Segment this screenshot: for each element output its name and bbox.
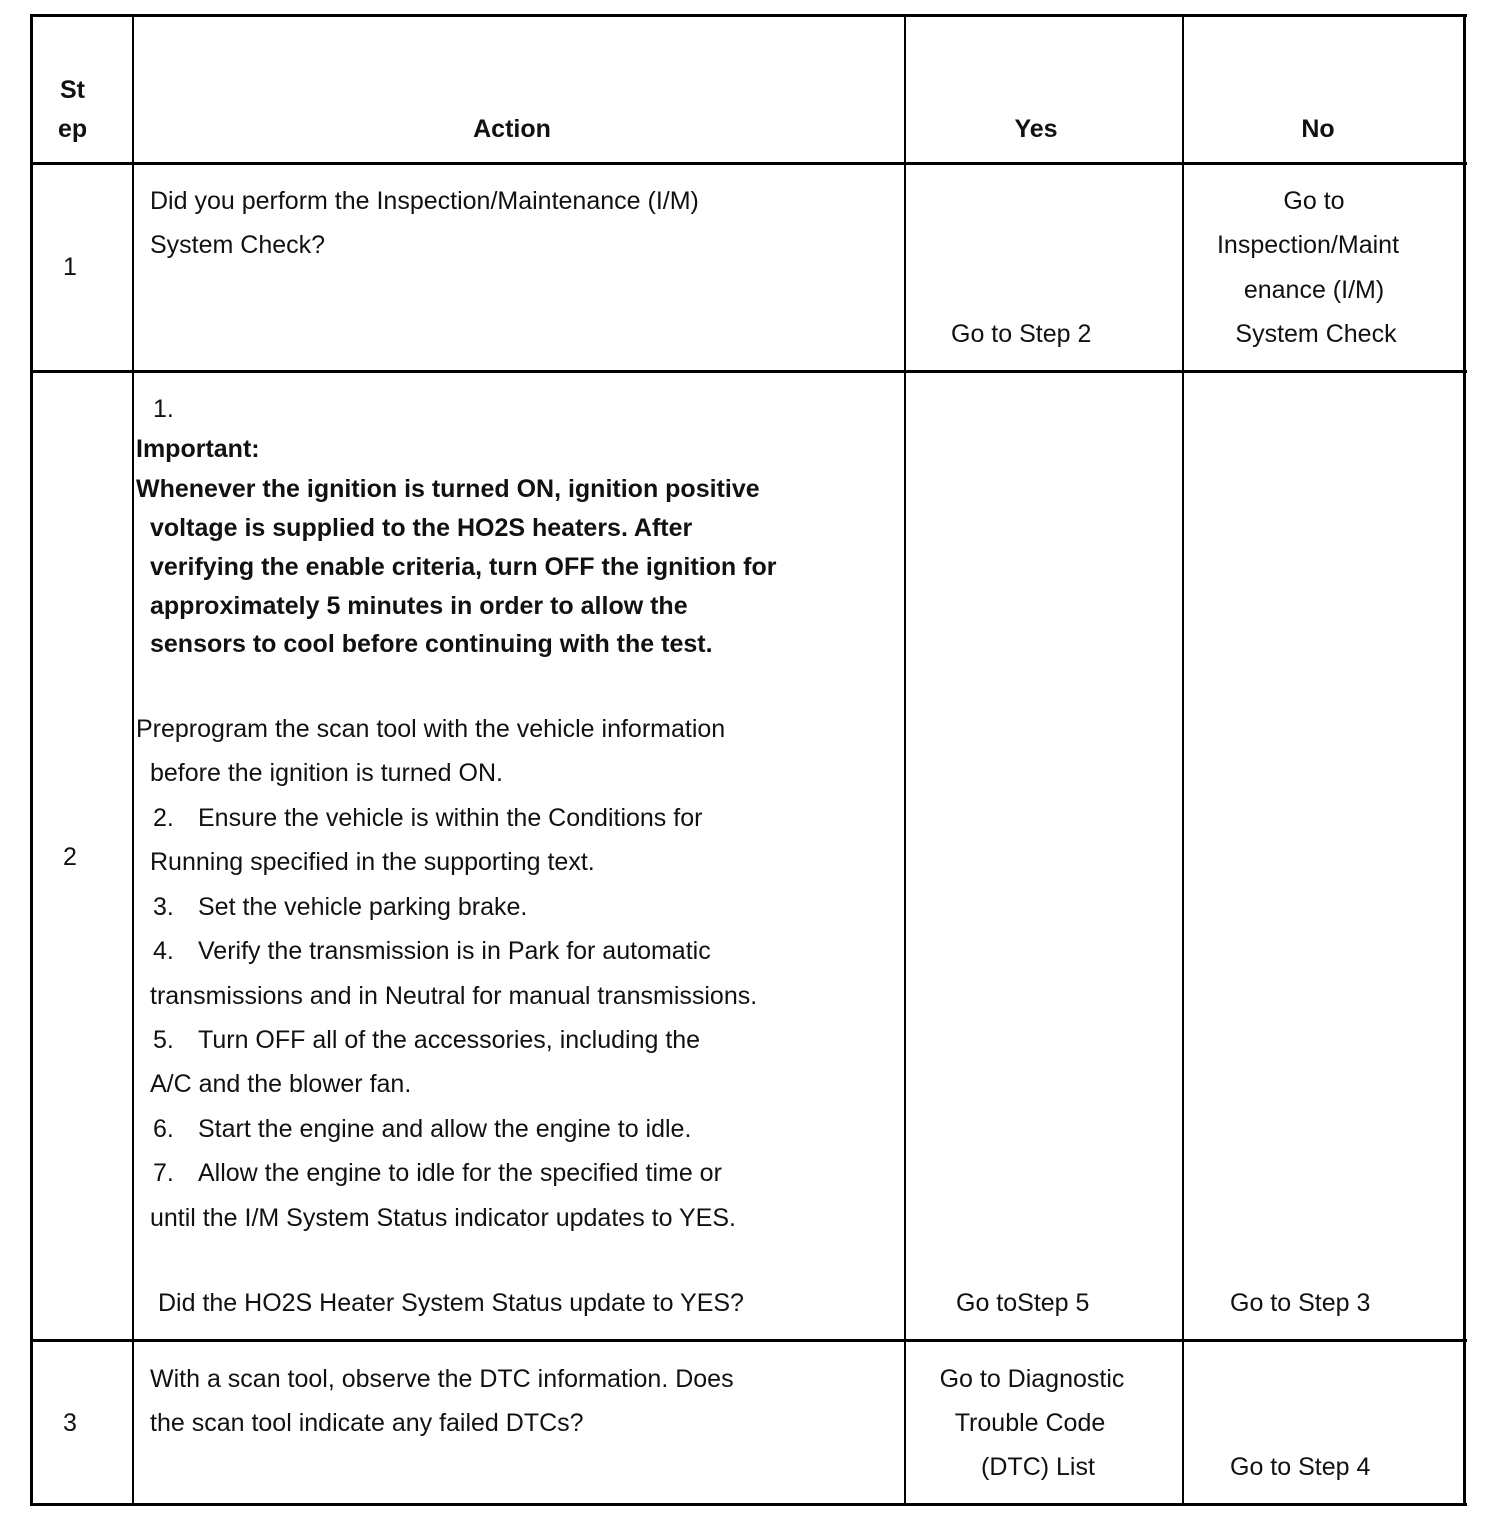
yes-link[interactable]: (DTC) List (981, 1453, 1095, 1481)
list-item-continued: A/C and the blower fan. (150, 1070, 412, 1098)
action-text: Did you perform the Inspection/Maintenance (I/M) (150, 187, 699, 215)
step-number: 3 (63, 1409, 77, 1437)
row-divider (30, 1339, 1467, 1342)
important-text: Whenever the ignition is turned ON, ignition positive (136, 475, 760, 503)
list-number: 5. (153, 1026, 174, 1054)
action-text: With a scan tool, observe the DTC information. Does (150, 1365, 734, 1393)
header-divider (30, 162, 1467, 165)
important-text: verifying the enable criteria, turn OFF the ignition for (150, 553, 777, 581)
no-link[interactable]: Go to (1283, 187, 1345, 215)
header-yes: Yes (1014, 115, 1058, 143)
list-item: Set the vehicle parking brake. (198, 893, 528, 921)
list-item-continued: until the I/M System Status indicator updates to YES. (150, 1204, 736, 1232)
no-link[interactable]: enance (I/M) (1243, 276, 1385, 304)
list-number: 6. (153, 1115, 174, 1143)
header-action: Action (473, 115, 551, 143)
list-number: 4. (153, 937, 174, 965)
list-number: 1. (153, 395, 174, 423)
list-number: 7. (153, 1159, 174, 1187)
no-link[interactable]: System Check (1235, 320, 1397, 348)
no-link[interactable]: Go to Step 3 (1230, 1289, 1371, 1317)
action-text: before the ignition is turned ON. (150, 759, 503, 787)
table-border-right (1463, 14, 1466, 1506)
list-item: Allow the engine to idle for the specified time or (198, 1159, 722, 1187)
header-no: No (1301, 115, 1335, 143)
yes-link[interactable]: Trouble Code (954, 1409, 1106, 1437)
header-step-line2: ep (58, 115, 88, 143)
important-text: approximately 5 minutes in order to allow the (150, 592, 688, 620)
step-number: 1 (63, 253, 77, 281)
list-item: Start the engine and allow the engine to idle. (198, 1115, 692, 1143)
list-item-continued: transmissions and in Neutral for manual transmissions. (150, 982, 758, 1010)
action-text: Preprogram the scan tool with the vehicle information (136, 715, 726, 743)
important-text: voltage is supplied to the HO2S heaters. After (150, 514, 693, 542)
column-divider (904, 14, 906, 1506)
list-number: 3. (153, 893, 174, 921)
list-item: Ensure the vehicle is within the Conditions for (198, 804, 703, 832)
yes-link[interactable]: Go to Diagnostic (939, 1365, 1125, 1393)
no-link[interactable]: Go to Step 4 (1230, 1453, 1371, 1481)
table-border-bottom (30, 1503, 1467, 1506)
action-text: the scan tool indicate any failed DTCs? (150, 1409, 584, 1437)
table-border-left (30, 14, 33, 1506)
row-divider (30, 370, 1467, 373)
list-item: Verify the transmission is in Park for automatic (198, 937, 711, 965)
header-step-line1: St (60, 76, 85, 104)
step-number: 2 (63, 843, 77, 871)
action-text: System Check? (150, 231, 326, 259)
yes-link[interactable]: Go toStep 5 (956, 1289, 1090, 1317)
yes-link[interactable]: Go to Step 2 (951, 320, 1092, 348)
column-divider (132, 14, 134, 1506)
list-number: 2. (153, 804, 174, 832)
list-item-continued: Running specified in the supporting text. (150, 848, 595, 876)
no-link[interactable]: Inspection/Maint (1216, 231, 1400, 259)
question-text: Did the HO2S Heater System Status update to YES? (158, 1289, 744, 1317)
important-text: sensors to cool before continuing with the test. (150, 630, 713, 658)
important-label: Important: (136, 435, 260, 463)
list-item: Turn OFF all of the accessories, including the (198, 1026, 701, 1054)
table-border-top (30, 14, 1467, 17)
